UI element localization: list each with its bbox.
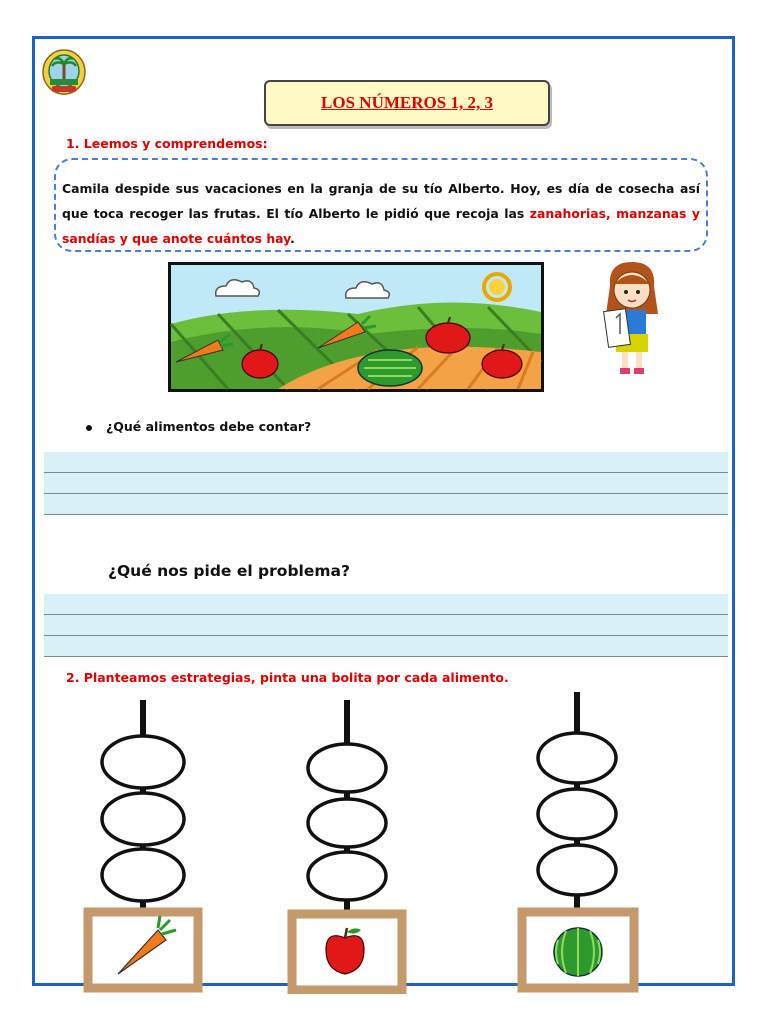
bead[interactable] — [308, 744, 386, 792]
answer-lines-2[interactable] — [44, 594, 728, 657]
school-logo — [42, 48, 86, 96]
bead[interactable] — [102, 793, 184, 845]
answer-lines-1[interactable] — [44, 452, 728, 515]
question-1 — [86, 419, 311, 434]
watermelon-icon — [554, 928, 602, 976]
bead[interactable] — [308, 852, 386, 900]
answer-line[interactable] — [44, 636, 728, 657]
bead[interactable] — [102, 736, 184, 788]
story-text: Camila despide sus vacaciones en la granja de su tío Alberto. Hoy, es día de cosecha así que toca recoger las frutas. El tío Alberto le pidió que recoja las — [62, 181, 700, 221]
answer-line[interactable] — [44, 594, 728, 615]
answer-line[interactable] — [44, 494, 728, 515]
page-title: LOS NÚMEROS 1, 2, 3 — [321, 93, 493, 112]
story-box — [54, 158, 708, 252]
girl-illustration — [598, 256, 668, 380]
abacus-watermelon — [512, 690, 642, 994]
answer-line[interactable] — [44, 452, 728, 473]
bead[interactable] — [538, 845, 616, 895]
bead[interactable] — [538, 733, 616, 783]
abacus-apple — [282, 698, 412, 994]
farm-scene-image — [168, 262, 544, 392]
bead[interactable] — [308, 799, 386, 847]
story-end: . — [290, 231, 295, 246]
title-box — [264, 80, 550, 126]
answer-line[interactable] — [44, 473, 728, 494]
section-2-heading: 2. Planteamos estrategias, pinta una bolita por cada alimento. — [66, 670, 509, 685]
bead[interactable] — [538, 789, 616, 839]
bullet-icon — [86, 425, 92, 431]
question-2: ¿Qué nos pide el problema? — [108, 562, 350, 580]
section-1-heading: 1. Leemos y comprendemos: — [66, 136, 268, 151]
question-1-text: ¿Qué alimentos debe contar? — [106, 419, 312, 434]
story-highlight: zanahorias, manzanas y sandías y que anote cuántos hay — [62, 206, 700, 246]
abacus-carrot — [78, 698, 208, 994]
answer-line[interactable] — [44, 615, 728, 636]
bead[interactable] — [102, 849, 184, 901]
watermelon-icon — [358, 350, 422, 386]
